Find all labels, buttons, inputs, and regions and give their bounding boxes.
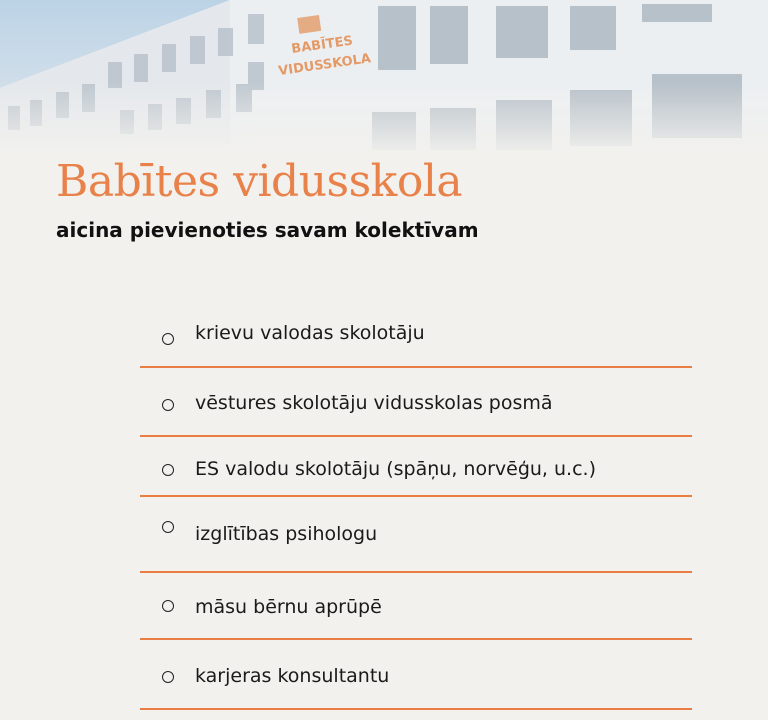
- circle-bullet-icon: [162, 600, 174, 612]
- page-title: Babītes vidusskola: [56, 156, 463, 207]
- school-building-photo: [0, 0, 768, 150]
- position-label: krievu valodas skolotāju: [195, 322, 425, 344]
- position-item: [140, 450, 692, 497]
- circle-bullet-icon: [162, 521, 174, 533]
- position-item: [140, 660, 692, 710]
- position-label: izglītības psihologu: [195, 523, 378, 545]
- circle-bullet-icon: [162, 399, 174, 411]
- position-label: māsu bērnu aprūpē: [195, 596, 382, 618]
- position-item: [140, 384, 692, 437]
- page-subtitle: aicina pievienoties savam kolektīvam: [56, 218, 479, 242]
- position-item: [140, 514, 692, 573]
- circle-bullet-icon: [162, 333, 174, 345]
- circle-bullet-icon: [162, 464, 174, 476]
- position-label: ES valodu skolotāju (spāņu, norvēģu, u.c.): [195, 458, 596, 480]
- position-item: [140, 314, 692, 368]
- position-item: [140, 588, 692, 640]
- circle-bullet-icon: [162, 671, 174, 683]
- position-label: vēstures skolotāju vidusskolas posmā: [195, 392, 553, 414]
- position-label: karjeras konsultantu: [195, 665, 390, 687]
